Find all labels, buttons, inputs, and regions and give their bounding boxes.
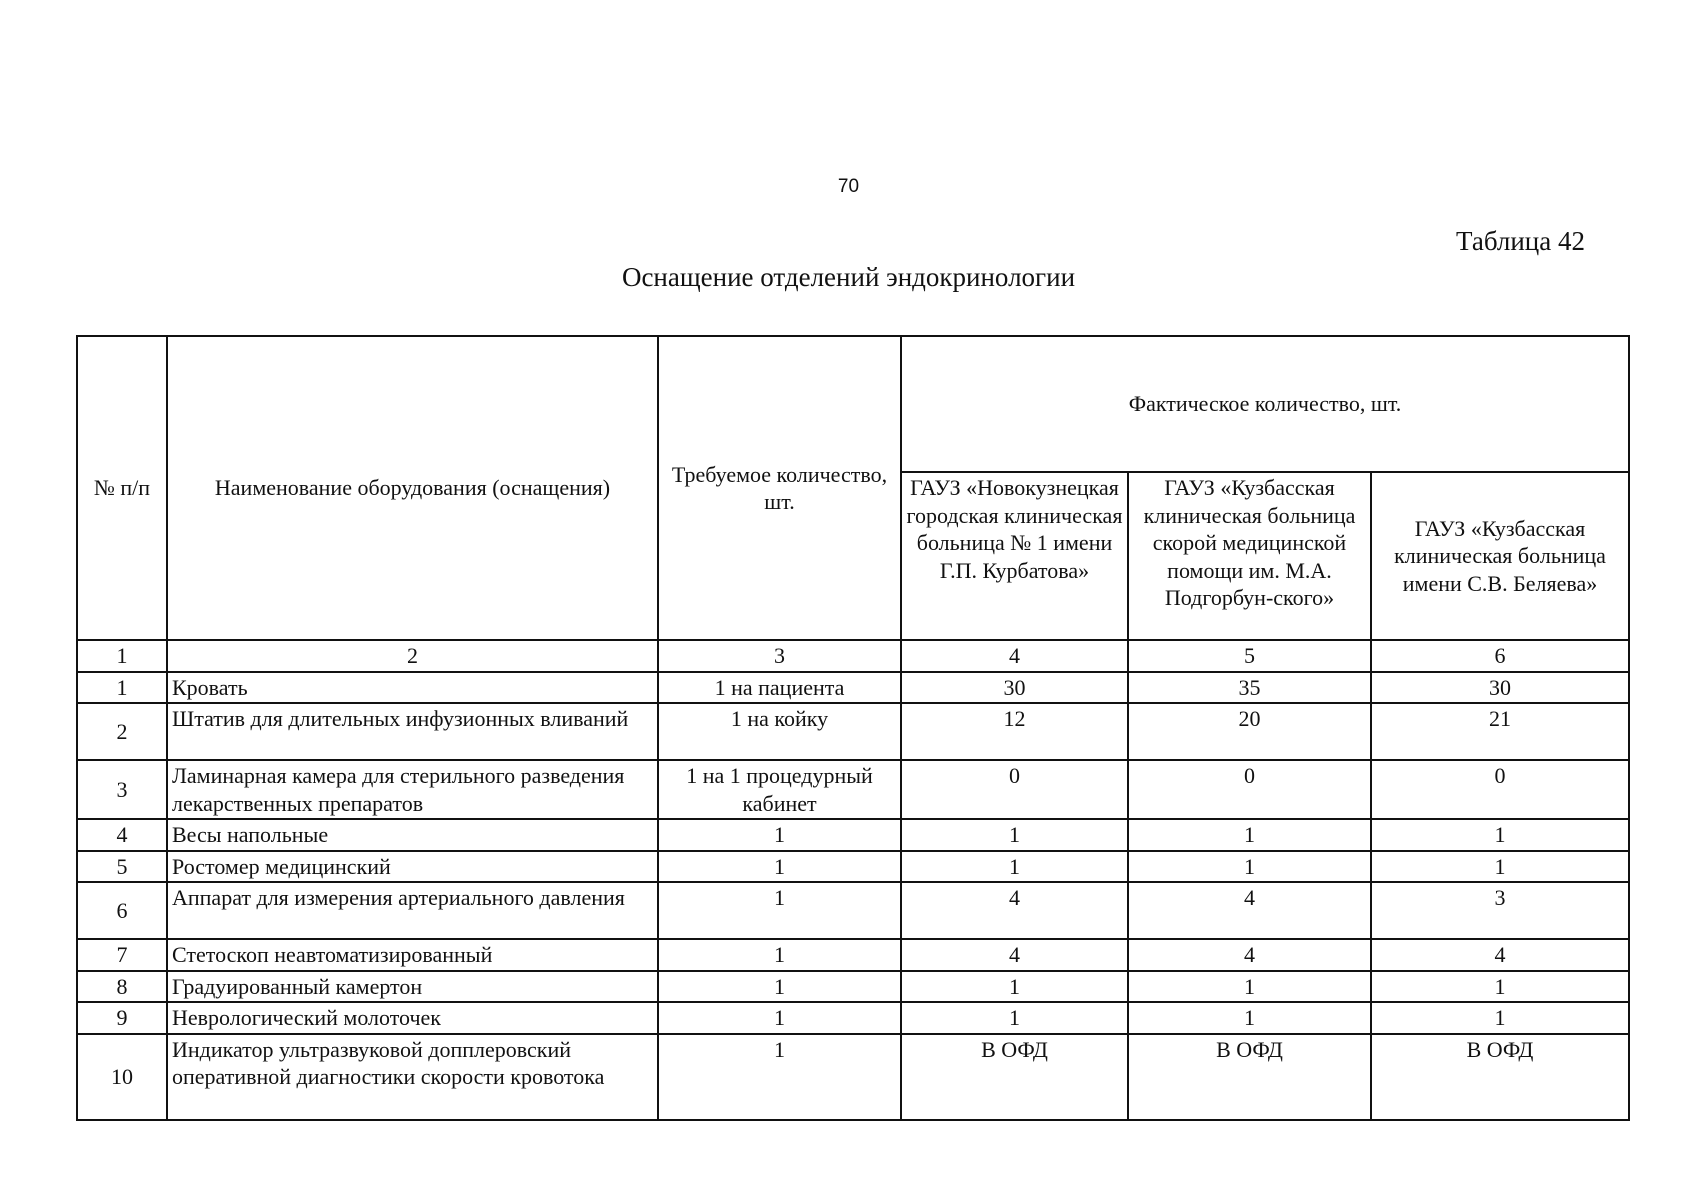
row-required: 1 xyxy=(658,851,901,883)
table-row xyxy=(77,760,1629,819)
column-number: 5 xyxy=(1128,640,1371,672)
row-required: 1 на пациента xyxy=(658,672,901,704)
row-hospital-3: 4 xyxy=(1371,939,1629,971)
header-actual: Фактическое количество, шт. xyxy=(901,336,1629,472)
row-num: 1 xyxy=(77,672,167,704)
row-hospital-3: В ОФД xyxy=(1371,1034,1629,1120)
row-name: Кровать xyxy=(167,672,658,704)
row-hospital-1: 12 xyxy=(901,703,1128,760)
row-hospital-2: 1 xyxy=(1128,1002,1371,1034)
table-row xyxy=(77,1034,1629,1120)
row-hospital-3: 21 xyxy=(1371,703,1629,760)
row-num: 6 xyxy=(77,882,167,939)
column-numbers-row xyxy=(77,640,1629,672)
row-hospital-3: 0 xyxy=(1371,760,1629,819)
row-num: 5 xyxy=(77,851,167,883)
row-num: 9 xyxy=(77,1002,167,1034)
row-hospital-3: 1 xyxy=(1371,851,1629,883)
column-number: 6 xyxy=(1371,640,1629,672)
column-number: 4 xyxy=(901,640,1128,672)
row-name: Стетоскоп неавтоматизированный xyxy=(167,939,658,971)
header-hospital-3: ГАУЗ «Кузбасская клиническая больница имени С.В. Беляева» xyxy=(1371,472,1629,640)
row-hospital-2: 4 xyxy=(1128,882,1371,939)
table-caption: Таблица 42 xyxy=(1456,226,1585,256)
row-hospital-2: В ОФД xyxy=(1128,1034,1371,1120)
row-num: 3 xyxy=(77,760,167,819)
row-required: 1 xyxy=(658,882,901,939)
row-hospital-2: 35 xyxy=(1128,672,1371,704)
table-row xyxy=(77,1002,1629,1034)
header-hospital-2: ГАУЗ «Кузбасская клиническая больница скорой медицинской помощи им. М.А. Подгорбун-ского» xyxy=(1128,472,1371,640)
row-num: 7 xyxy=(77,939,167,971)
row-name: Индикатор ультразвуковой допплеровский оперативной диагностики скорости кровотока xyxy=(167,1034,658,1120)
header-hospital-1: ГАУЗ «Новокузнецкая городская клиническая больница № 1 имени Г.П. Курбатова» xyxy=(901,472,1128,640)
column-number: 2 xyxy=(167,640,658,672)
page-number: 70 xyxy=(837,176,860,197)
row-name: Ламинарная камера для стерильного разведения лекарственных препаратов xyxy=(167,760,658,819)
row-hospital-1: 1 xyxy=(901,819,1128,851)
row-hospital-3: 30 xyxy=(1371,672,1629,704)
row-num: 8 xyxy=(77,971,167,1003)
table-row xyxy=(77,939,1629,971)
row-hospital-1: 30 xyxy=(901,672,1128,704)
row-hospital-1: 1 xyxy=(901,971,1128,1003)
table-header xyxy=(77,336,1629,640)
row-required: 1 xyxy=(658,971,901,1003)
row-hospital-3: 1 xyxy=(1371,1002,1629,1034)
row-name: Неврологический молоточек xyxy=(167,1002,658,1034)
row-hospital-1: 4 xyxy=(901,882,1128,939)
row-hospital-1: 0 xyxy=(901,760,1128,819)
row-hospital-3: 1 xyxy=(1371,971,1629,1003)
table-row xyxy=(77,851,1629,883)
row-hospital-1: В ОФД xyxy=(901,1034,1128,1120)
table-row xyxy=(77,672,1629,704)
row-num: 2 xyxy=(77,703,167,760)
header-num: № п/п xyxy=(77,336,167,640)
row-required: 1 xyxy=(658,1002,901,1034)
table-title: Оснащение отделений эндокринологии xyxy=(621,262,1076,292)
table-body xyxy=(77,640,1629,1120)
row-name: Весы напольные xyxy=(167,819,658,851)
row-hospital-2: 20 xyxy=(1128,703,1371,760)
row-hospital-1: 4 xyxy=(901,939,1128,971)
table-row xyxy=(77,703,1629,760)
row-hospital-1: 1 xyxy=(901,851,1128,883)
row-required: 1 xyxy=(658,1034,901,1120)
row-hospital-2: 1 xyxy=(1128,851,1371,883)
column-number: 1 xyxy=(77,640,167,672)
row-hospital-1: 1 xyxy=(901,1002,1128,1034)
row-required: 1 на 1 процедурный кабинет xyxy=(658,760,901,819)
row-required: 1 xyxy=(658,819,901,851)
row-hospital-3: 3 xyxy=(1371,882,1629,939)
row-hospital-2: 0 xyxy=(1128,760,1371,819)
header-required: Требуемое количество, шт. xyxy=(658,336,901,640)
row-name: Ростомер медицинский xyxy=(167,851,658,883)
table-row xyxy=(77,882,1629,939)
row-hospital-2: 1 xyxy=(1128,819,1371,851)
row-name: Штатив для длительных инфузионных вливаний xyxy=(167,703,658,760)
row-num: 10 xyxy=(77,1034,167,1120)
column-number: 3 xyxy=(658,640,901,672)
row-hospital-2: 4 xyxy=(1128,939,1371,971)
row-num: 4 xyxy=(77,819,167,851)
equipment-table xyxy=(76,335,1630,1121)
row-name: Градуированный камертон xyxy=(167,971,658,1003)
row-required: 1 xyxy=(658,939,901,971)
row-name: Аппарат для измерения артериального давления xyxy=(167,882,658,939)
row-required: 1 на койку xyxy=(658,703,901,760)
header-name: Наименование оборудования (оснащения) xyxy=(167,336,658,640)
table-row xyxy=(77,819,1629,851)
row-hospital-3: 1 xyxy=(1371,819,1629,851)
table-row xyxy=(77,971,1629,1003)
row-hospital-2: 1 xyxy=(1128,971,1371,1003)
